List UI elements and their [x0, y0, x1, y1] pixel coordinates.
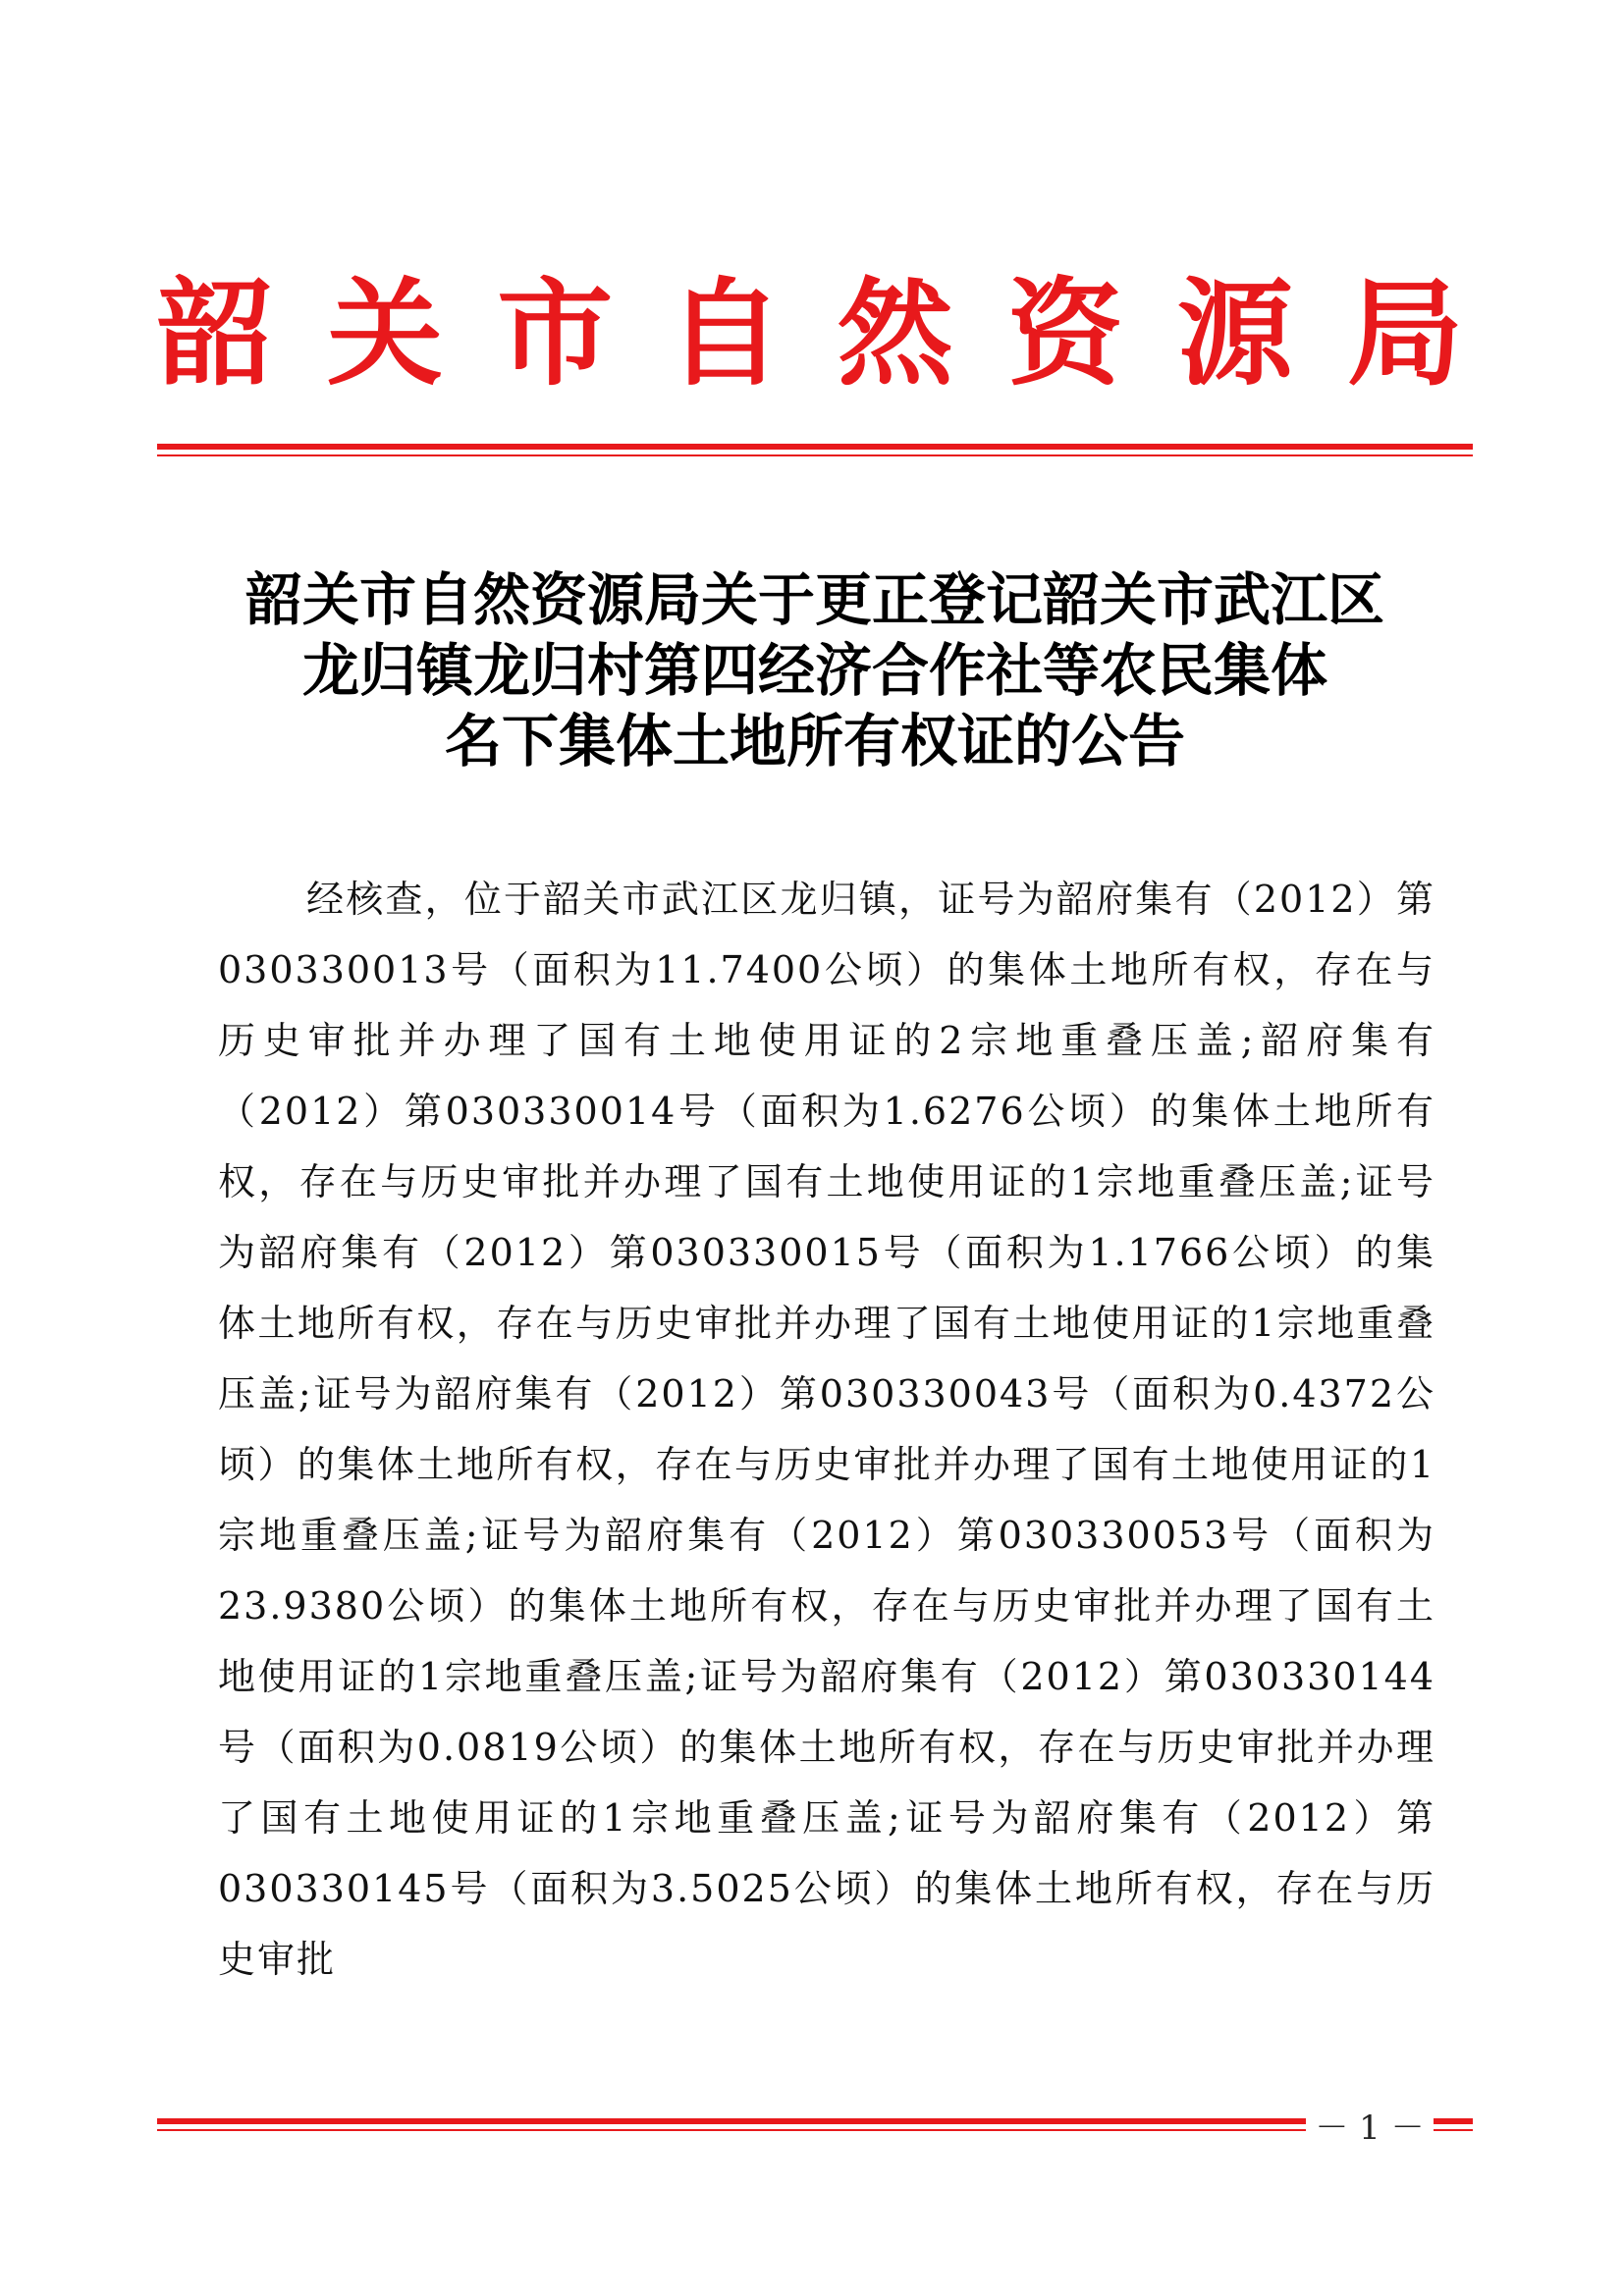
- letterhead-char: 韶: [157, 265, 274, 401]
- header-divider-thin: [157, 454, 1473, 456]
- letterhead-char: 资: [1006, 265, 1123, 401]
- letterhead-char: 市: [497, 265, 614, 401]
- letterhead-char: 局: [1346, 265, 1463, 401]
- title-line: 韶关市自然资源局关于更正登记韶关市武江区: [244, 566, 1384, 633]
- title-line: 龙归镇龙归村第四经济合作社等农民集体: [301, 637, 1327, 704]
- letterhead-char: 然: [837, 265, 953, 401]
- footer-divider-thick: [157, 2118, 1473, 2124]
- body-paragraph: 经核查，位于韶关市武江区龙归镇，证号为韶府集有（2012）第030330013号（面积为11.7400公顷）的集体土地所有权，存在与历史审批并办理了国有土地使用证的2宗地重叠压盖;韶府集有（2012）第030330014号（面积为1.6276公顷）的集体土地所有权，存在与历史审批并办理了国有土地使用证的1宗地重叠压盖;证号为韶府集有（2012）第030330015号（面积为1.1766公顷）的集体土地所有权，存在与历史审批并办理了国有土地使用证的1宗地重叠压盖;证号为韶府集有（2012）第030330043号（面积为0.4372公顷）的集体土地所有权，存在与历史审批并办理了国有土地使用证的1宗地重叠压盖;证号为韶府集有（2012）第030330053号（面积为23.9380公顷）的集体土地所有权，存在与历史审批并办理了国有土地使用证的1宗地重叠压盖;证号为韶府集有（2012）第030330144号（面积为0.0819公顷）的集体土地所有权，存在与历史审批并办理了国有土地使用证的1宗地重叠压盖;证号为韶府集有（2012）第030330145号（面积为3.5025公顷）的集体土地所有权，存在与历史审批: [218, 878, 1435, 1981]
- header-divider-thick: [157, 444, 1473, 450]
- notice-title: [157, 564, 1473, 776]
- title-line: 名下集体土地所有权证的公告: [444, 708, 1185, 774]
- letterhead-org-name: [157, 265, 1463, 402]
- page-number: － 1 －: [1306, 2109, 1434, 2148]
- footer-divider-thin: [157, 2129, 1473, 2131]
- letterhead-char: 自: [667, 265, 784, 401]
- letterhead-char: 源: [1176, 265, 1293, 401]
- letterhead-char: 关: [327, 265, 444, 401]
